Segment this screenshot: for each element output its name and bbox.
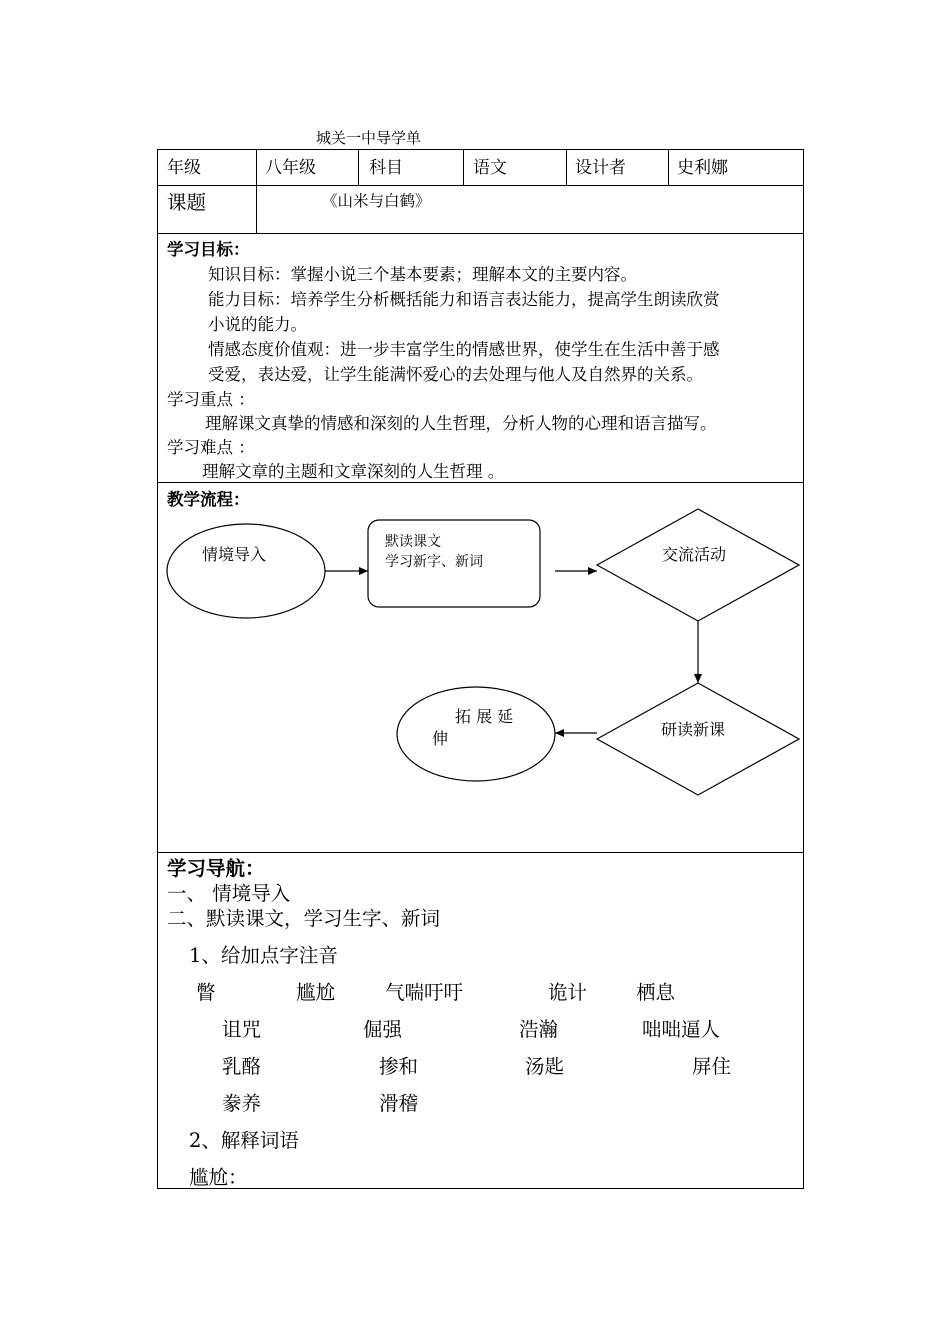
word-item: 瞥 bbox=[196, 981, 216, 1004]
word-item: 乳酪 bbox=[222, 1055, 262, 1078]
word-item: 豢养 bbox=[222, 1092, 262, 1115]
guide-sub-1: 1、给加点字注音 bbox=[189, 944, 338, 967]
word-item: 咄咄逼人 bbox=[642, 1018, 721, 1041]
word-item: 气喘吁吁 bbox=[385, 981, 464, 1004]
topic-label: 课题 bbox=[167, 191, 207, 214]
word-item: 诡计 bbox=[548, 981, 588, 1004]
emotion-goal-line1: 情感态度价值观：进一步丰富学生的情感世界，使学生在生活中善于感 bbox=[208, 340, 720, 359]
designer-value: 史利娜 bbox=[677, 158, 728, 178]
difficulty-text: 理解文章的主题和文章深刻的人生哲理 。 bbox=[202, 462, 505, 481]
study-lesson-node bbox=[597, 683, 799, 795]
document-title: 城关一中导学单 bbox=[316, 129, 422, 147]
flow-heading: 教学流程： bbox=[167, 490, 250, 509]
subject-value: 语文 bbox=[473, 158, 507, 178]
situation-intro-label: 情境导入 bbox=[202, 545, 267, 564]
word-item: 诅咒 bbox=[222, 1018, 262, 1041]
word-item: 掺和 bbox=[379, 1055, 419, 1078]
subject-label: 科目 bbox=[369, 158, 403, 178]
extension-label-2: 伸 bbox=[432, 729, 449, 748]
grade-label: 年级 bbox=[167, 158, 201, 178]
situation-intro-node bbox=[167, 524, 325, 618]
word-item: 浩瀚 bbox=[519, 1018, 559, 1041]
guide-heading: 学习导航： bbox=[167, 857, 265, 880]
word-item: 倔强 bbox=[363, 1018, 403, 1041]
word-item: 栖息 bbox=[636, 981, 676, 1004]
emotion-goal-line2: 受爱，表达爱，让学生能满怀爱心的去处理与他人及自然界的关系。 bbox=[208, 365, 703, 384]
focus-text: 理解课文真挚的情感和深刻的人生哲理，分析人物的心理和语言描写。 bbox=[205, 414, 717, 433]
exchange-activity-label: 交流活动 bbox=[662, 545, 727, 564]
word-item: 滑稽 bbox=[379, 1092, 419, 1115]
silent-reading-label-1: 默读课文 bbox=[385, 534, 441, 550]
teaching-flow-diagram bbox=[158, 150, 803, 850]
silent-reading-label-2: 学习新字、新词 bbox=[385, 554, 483, 570]
term-item: 尴尬： bbox=[189, 1166, 248, 1189]
knowledge-goal: 知识目标：掌握小说三个基本要素；理解本文的主要内容。 bbox=[208, 265, 637, 284]
word-item: 屏住 bbox=[692, 1055, 732, 1078]
designer-label: 设计者 bbox=[575, 158, 626, 178]
extension-label-1: 拓 展 延 bbox=[455, 707, 514, 726]
goals-heading: 学习目标： bbox=[167, 240, 250, 259]
guide-step-2: 二、默读课文，学习生字、新词 bbox=[167, 907, 441, 930]
focus-label: 学习重点 ： bbox=[167, 390, 255, 409]
grade-value: 八年级 bbox=[265, 158, 316, 178]
ability-goal-line2: 小说的能力。 bbox=[208, 315, 307, 334]
topic-value: 《山米与白鹤》 bbox=[322, 192, 431, 210]
word-item: 尴尬 bbox=[296, 981, 336, 1004]
guide-sheet-table bbox=[157, 149, 804, 1189]
exchange-activity-node bbox=[597, 509, 799, 621]
difficulty-label: 学习难点 ： bbox=[167, 438, 255, 457]
word-item: 汤匙 bbox=[525, 1055, 565, 1078]
guide-sub-2: 2、解释词语 bbox=[189, 1129, 299, 1152]
ability-goal-line1: 能力目标：培养学生分析概括能力和语言表达能力，提高学生朗读欣赏 bbox=[208, 290, 720, 309]
guide-step-1: 一、 情境导入 bbox=[167, 882, 291, 905]
study-lesson-label: 研读新课 bbox=[661, 720, 726, 739]
extension-node bbox=[397, 687, 555, 781]
